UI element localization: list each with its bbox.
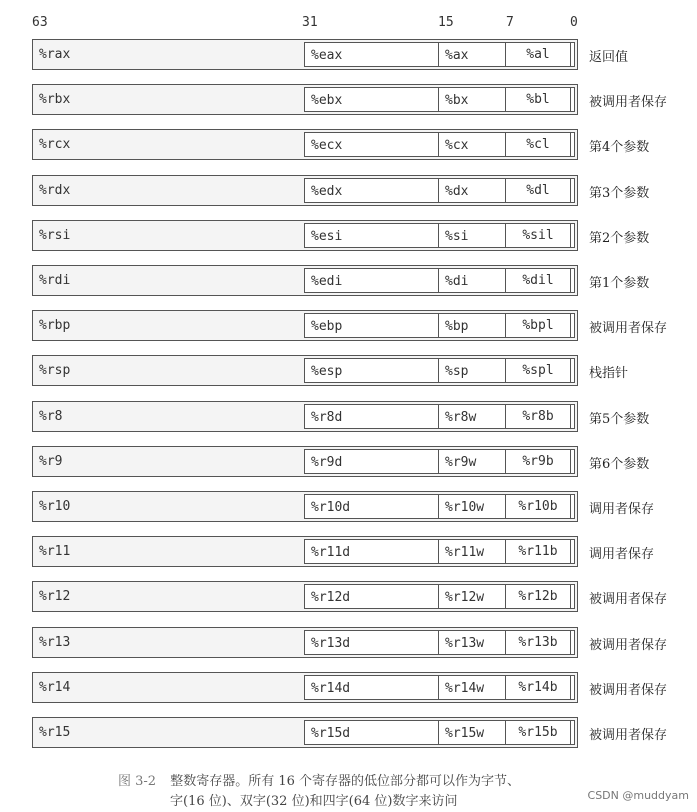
- register-64bit-name: %rdx: [39, 183, 71, 198]
- watermark: CSDN @muddyam: [587, 789, 689, 802]
- bit-marker-15: 15: [438, 15, 454, 30]
- register-row: [32, 536, 578, 567]
- caption-line-2: 字(16 位)、双字(32 位)和四字(64 位)数字来访问: [170, 794, 458, 809]
- register-32bit-name: %edx: [311, 184, 343, 199]
- register-64bit-name: %r11: [39, 544, 71, 559]
- register-64bit-name: %rbp: [39, 318, 71, 333]
- register-8bit-box: [505, 313, 571, 338]
- register-row: [32, 220, 578, 251]
- register-16bit-name: %bx: [445, 93, 469, 108]
- register-8bit-name: %r10b: [518, 499, 558, 514]
- register-8bit-name: %dl: [526, 183, 550, 198]
- register-16bit-name: %r14w: [445, 681, 485, 696]
- register-8bit-box: [505, 539, 571, 564]
- register-row: [32, 129, 578, 160]
- register-8bit-name: %r15b: [518, 725, 558, 740]
- bit-marker-31: 31: [302, 15, 318, 30]
- register-32bit-name: %edi: [311, 274, 343, 289]
- register-32bit-name: %ecx: [311, 138, 343, 153]
- register-64bit-name: %r8: [39, 409, 63, 424]
- register-row: [32, 310, 578, 341]
- register-32bit-name: %r15d: [311, 726, 351, 741]
- register-64bit-name: %r9: [39, 454, 63, 469]
- register-64bit-name: %r10: [39, 499, 71, 514]
- register-32bit-name: %r13d: [311, 636, 351, 651]
- register-8bit-name: %bl: [526, 92, 550, 107]
- register-8bit-name: %al: [526, 47, 550, 62]
- bit-marker-63: 63: [32, 15, 48, 30]
- register-8bit-box: [505, 675, 571, 700]
- register-row: [32, 672, 578, 703]
- register-row: [32, 581, 578, 612]
- register-row: [32, 446, 578, 477]
- register-8bit-box: [505, 584, 571, 609]
- register-role-label: 栈指针: [589, 366, 629, 381]
- register-role-label: 第4个参数: [589, 140, 650, 155]
- register-8bit-box: [505, 720, 571, 745]
- register-8bit-box: [505, 87, 571, 112]
- register-64bit-name: %rsi: [39, 228, 71, 243]
- register-role-label: 被调用者保存: [589, 683, 668, 698]
- register-8bit-name: %spl: [522, 363, 554, 378]
- register-16bit-name: %r8w: [445, 410, 477, 425]
- register-32bit-name: %r9d: [311, 455, 343, 470]
- register-16bit-name: %si: [445, 229, 469, 244]
- register-32bit-name: %ebx: [311, 93, 343, 108]
- register-role-label: 第5个参数: [589, 412, 650, 427]
- register-8bit-box: [505, 178, 571, 203]
- register-32bit-name: %r12d: [311, 590, 351, 605]
- register-role-label: 第1个参数: [589, 276, 650, 291]
- register-64bit-name: %rcx: [39, 137, 71, 152]
- register-16bit-name: %cx: [445, 138, 469, 153]
- register-role-label: 被调用者保存: [589, 592, 668, 607]
- register-8bit-name: %r14b: [518, 680, 558, 695]
- register-8bit-box: [505, 630, 571, 655]
- register-8bit-box: [505, 494, 571, 519]
- register-64bit-name: %rbx: [39, 92, 71, 107]
- register-32bit-name: %esi: [311, 229, 343, 244]
- register-8bit-box: [505, 132, 571, 157]
- register-row: [32, 627, 578, 658]
- register-row: [32, 717, 578, 748]
- register-8bit-name: %r11b: [518, 544, 558, 559]
- register-row: [32, 39, 578, 70]
- register-row: [32, 84, 578, 115]
- register-8bit-box: [505, 42, 571, 67]
- bit-marker-7: 7: [506, 15, 514, 30]
- register-8bit-name: %dil: [522, 273, 554, 288]
- register-8bit-name: %r13b: [518, 635, 558, 650]
- register-8bit-name: %cl: [526, 137, 550, 152]
- register-role-label: 第2个参数: [589, 231, 650, 246]
- register-32bit-name: %ebp: [311, 319, 343, 334]
- register-role-label: 返回值: [589, 50, 629, 65]
- register-role-label: 被调用者保存: [589, 95, 668, 110]
- register-role-label: 被调用者保存: [589, 638, 668, 653]
- register-8bit-box: [505, 449, 571, 474]
- register-16bit-name: %r9w: [445, 455, 477, 470]
- bit-marker-0: 0: [570, 15, 578, 30]
- register-row: [32, 401, 578, 432]
- register-8bit-name: %bpl: [522, 318, 554, 333]
- register-64bit-name: %r14: [39, 680, 71, 695]
- register-row: [32, 355, 578, 386]
- register-16bit-name: %r10w: [445, 500, 485, 515]
- register-8bit-box: [505, 404, 571, 429]
- register-64bit-name: %r15: [39, 725, 71, 740]
- register-8bit-name: %r8b: [522, 409, 554, 424]
- figure-caption: [118, 772, 520, 812]
- register-32bit-name: %r8d: [311, 410, 343, 425]
- register-row: [32, 491, 578, 522]
- register-16bit-name: %dx: [445, 184, 469, 199]
- register-16bit-name: %r11w: [445, 545, 485, 560]
- register-role-label: 第3个参数: [589, 186, 650, 201]
- register-16bit-name: %bp: [445, 319, 469, 334]
- register-32bit-name: %r11d: [311, 545, 351, 560]
- register-32bit-name: %esp: [311, 364, 343, 379]
- figure-label: 图 3-2: [118, 774, 157, 789]
- register-16bit-name: %r13w: [445, 636, 485, 651]
- register-64bit-name: %rdi: [39, 273, 71, 288]
- register-16bit-name: %ax: [445, 48, 469, 63]
- register-role-label: 被调用者保存: [589, 321, 668, 336]
- register-32bit-name: %eax: [311, 48, 343, 63]
- register-16bit-name: %r15w: [445, 726, 485, 741]
- register-64bit-name: %r12: [39, 589, 71, 604]
- register-64bit-name: %rsp: [39, 363, 71, 378]
- register-role-label: 第6个参数: [589, 457, 650, 472]
- register-64bit-name: %rax: [39, 47, 71, 62]
- register-16bit-name: %r12w: [445, 590, 485, 605]
- register-16bit-name: %di: [445, 274, 469, 289]
- register-8bit-name: %r9b: [522, 454, 554, 469]
- register-64bit-name: %r13: [39, 635, 71, 650]
- register-8bit-box: [505, 223, 571, 248]
- caption-line-1: 整数寄存器。所有 16 个寄存器的低位部分都可以作为字节、: [170, 774, 521, 789]
- register-8bit-name: %sil: [522, 228, 554, 243]
- register-role-label: 调用者保存: [589, 502, 655, 517]
- register-8bit-name: %r12b: [518, 589, 558, 604]
- register-row: [32, 175, 578, 206]
- register-row: [32, 265, 578, 296]
- register-8bit-box: [505, 268, 571, 293]
- register-role-label: 调用者保存: [589, 547, 655, 562]
- register-32bit-name: %r14d: [311, 681, 351, 696]
- register-32bit-name: %r10d: [311, 500, 351, 515]
- register-role-label: 被调用者保存: [589, 728, 668, 743]
- register-8bit-box: [505, 358, 571, 383]
- register-16bit-name: %sp: [445, 364, 469, 379]
